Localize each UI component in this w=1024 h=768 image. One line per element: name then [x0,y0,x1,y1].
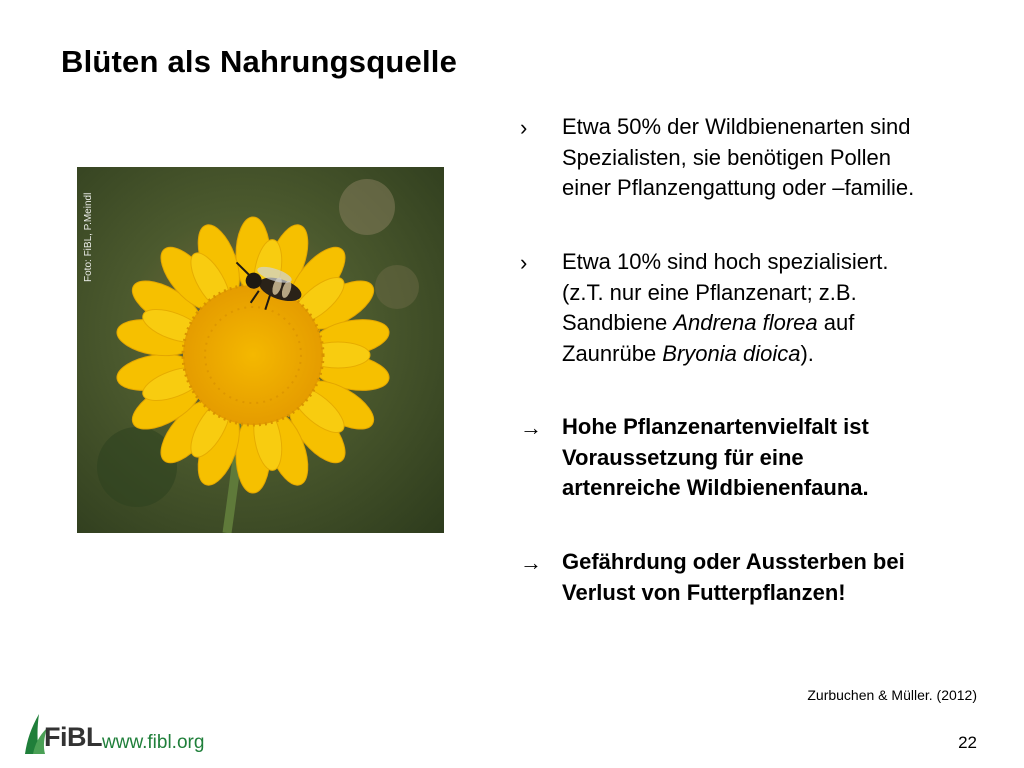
bullet-item [520,547,990,608]
bullet-text: Hohe Pflanzenartenvielfalt ist Voraussetzung für eine artenreiche Wildbienenfauna. [562,414,869,500]
bullet-text: Etwa 10% sind hoch spezialisiert. (z.T. nur eine Pflanzenart; z.B. Sandbiene Andrena florea auf Zaunrübe Bryonia dioica). [562,249,889,366]
bullet-text: Etwa 50% der Wildbienenarten sind Spezialisten, sie benötigen Pollen einer Pflanzengattung oder –familie. [562,114,915,200]
arrow-right-icon: → [520,550,542,575]
bullet-text: Gefährdung oder Aussterben bei Verlust von Futterpflanzen! [562,549,905,605]
website-link[interactable]: www.fibl.org [102,732,205,753]
reference-citation: Zurbuchen & Müller. (2012) [807,687,977,703]
bullet-marker: › [520,115,528,140]
slide-title: Blüten als Nahrungsquelle [61,44,458,79]
logo-text: FiBL [44,722,102,752]
bullet-item [520,247,990,369]
bullet-item [520,112,990,204]
flower-with-bee-image [77,167,444,533]
page-number: 22 [958,733,977,752]
photo-credit: Foto: FiBL, P.Meindl [83,192,94,282]
bullet-item [520,412,990,504]
flower-photo [77,167,444,533]
bullet-marker: › [520,250,528,275]
arrow-right-icon: → [520,415,542,440]
